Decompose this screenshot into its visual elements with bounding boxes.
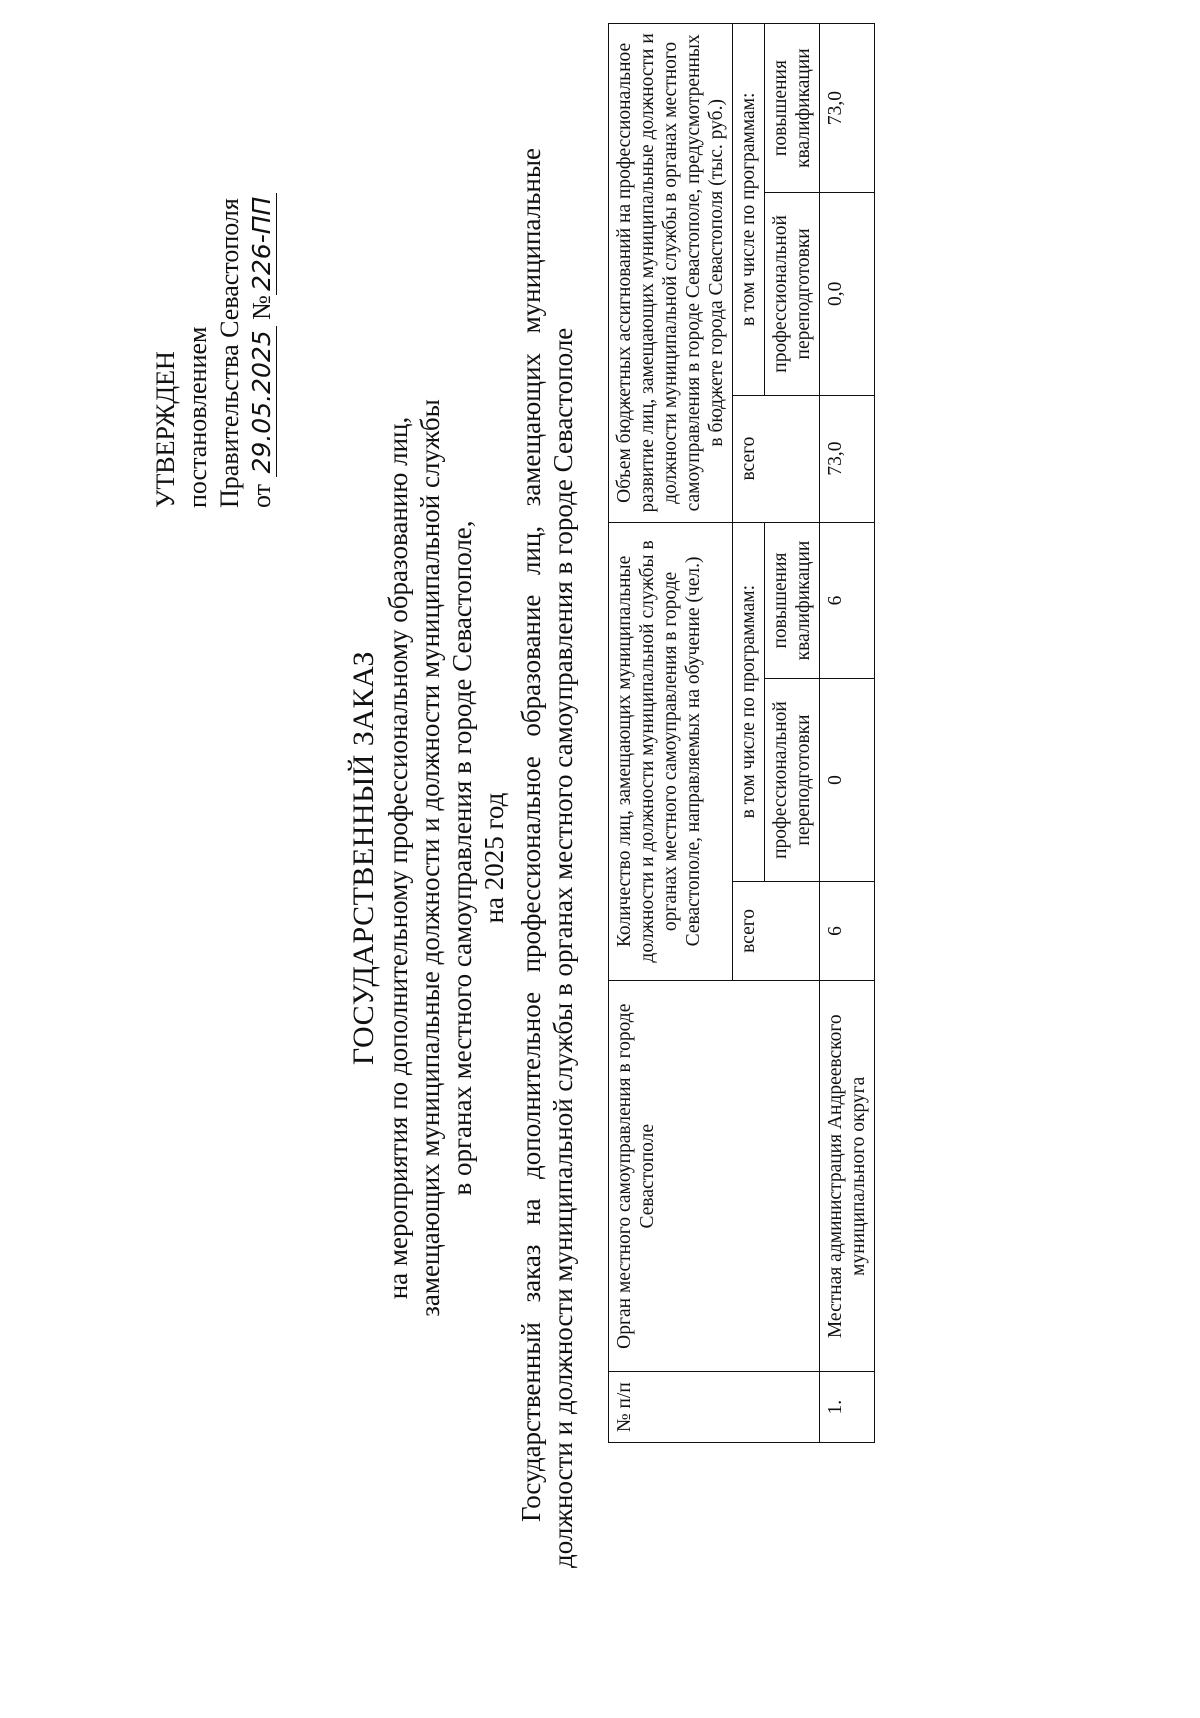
header-num: № п/п xyxy=(609,1372,820,1443)
title-line: замещающих муниципальные должности и должности муниципальной службы xyxy=(415,399,445,1317)
header-budget-total: всего xyxy=(733,395,820,522)
header-budget-qualification: повышения квалификации xyxy=(765,24,820,193)
row-count-total: 6 xyxy=(820,881,875,981)
header-count-retraining: профессиональной переподготовки xyxy=(765,679,820,881)
header-count-qualification: повышения квалификации xyxy=(765,522,820,679)
header-budget-group: Объем бюджетных ассигнований на профессиональное развитие лиц, замещающих муниципальные должности и должности муниципальной службы в органах местного самоуправления в городе Севастополе, предусмотренных в бюджете города Севастополя (тыс. руб.) xyxy=(609,24,733,523)
title-main: ГОСУДАРСТВЕННЫЙ ЗАКАЗ xyxy=(347,650,380,1066)
approval-date: 29.05.2025 xyxy=(247,326,277,477)
title-line: в органах местного самоуправления в городе Севастополе, xyxy=(447,520,477,1196)
approval-date-line xyxy=(246,48,278,508)
title-line: на мероприятия по дополнительному профессиональному образованию лиц, xyxy=(383,416,413,1300)
approval-title: УТВЕРЖДЕН xyxy=(151,351,180,508)
header-budget-retraining: профессиональной переподготовки xyxy=(765,193,820,395)
lead-paragraph: Государственный заказ на дополнительное профессиональное образование лиц, замещающих муниципальные должности и должности муниципальной службы в органах местного самоуправления в городе Севастополе xyxy=(516,148,578,1568)
row-budget-qualification: 73,0 xyxy=(820,24,875,193)
order-table xyxy=(608,23,875,1443)
row-count-retraining: 0 xyxy=(820,679,875,881)
row-budget-total: 73,0 xyxy=(820,395,875,522)
number-prefix: № xyxy=(247,295,276,320)
row-org: Местная администрация Андреевского муниципального округа xyxy=(820,981,875,1372)
document-title xyxy=(348,148,510,1568)
table-header-row xyxy=(609,24,733,1443)
header-budget-incl: в том числе по программам: xyxy=(733,24,765,396)
header-count-group: Количество лиц, замещающих муниципальные должности и должности муниципальной службы в органах местного самоуправления в городе Севастополе, направляемых на обучение (чел.) xyxy=(609,522,733,981)
header-count-total: всего xyxy=(733,881,820,981)
title-line: на 2025 год xyxy=(479,792,509,924)
approval-stamp xyxy=(150,48,278,508)
header-org: Орган местного самоуправления в городе Севастополе xyxy=(609,981,820,1372)
date-prefix: от xyxy=(247,483,276,508)
approval-line: постановлением xyxy=(183,326,212,508)
row-num: 1. xyxy=(820,1372,875,1443)
row-budget-retraining: 0,0 xyxy=(820,193,875,395)
approval-line: Правительства Севастополя xyxy=(215,198,244,508)
table-row xyxy=(820,24,875,1443)
approval-number: 226-ПП xyxy=(247,193,277,295)
header-count-incl: в том числе по программам: xyxy=(733,522,765,881)
row-count-qualification: 6 xyxy=(820,522,875,679)
